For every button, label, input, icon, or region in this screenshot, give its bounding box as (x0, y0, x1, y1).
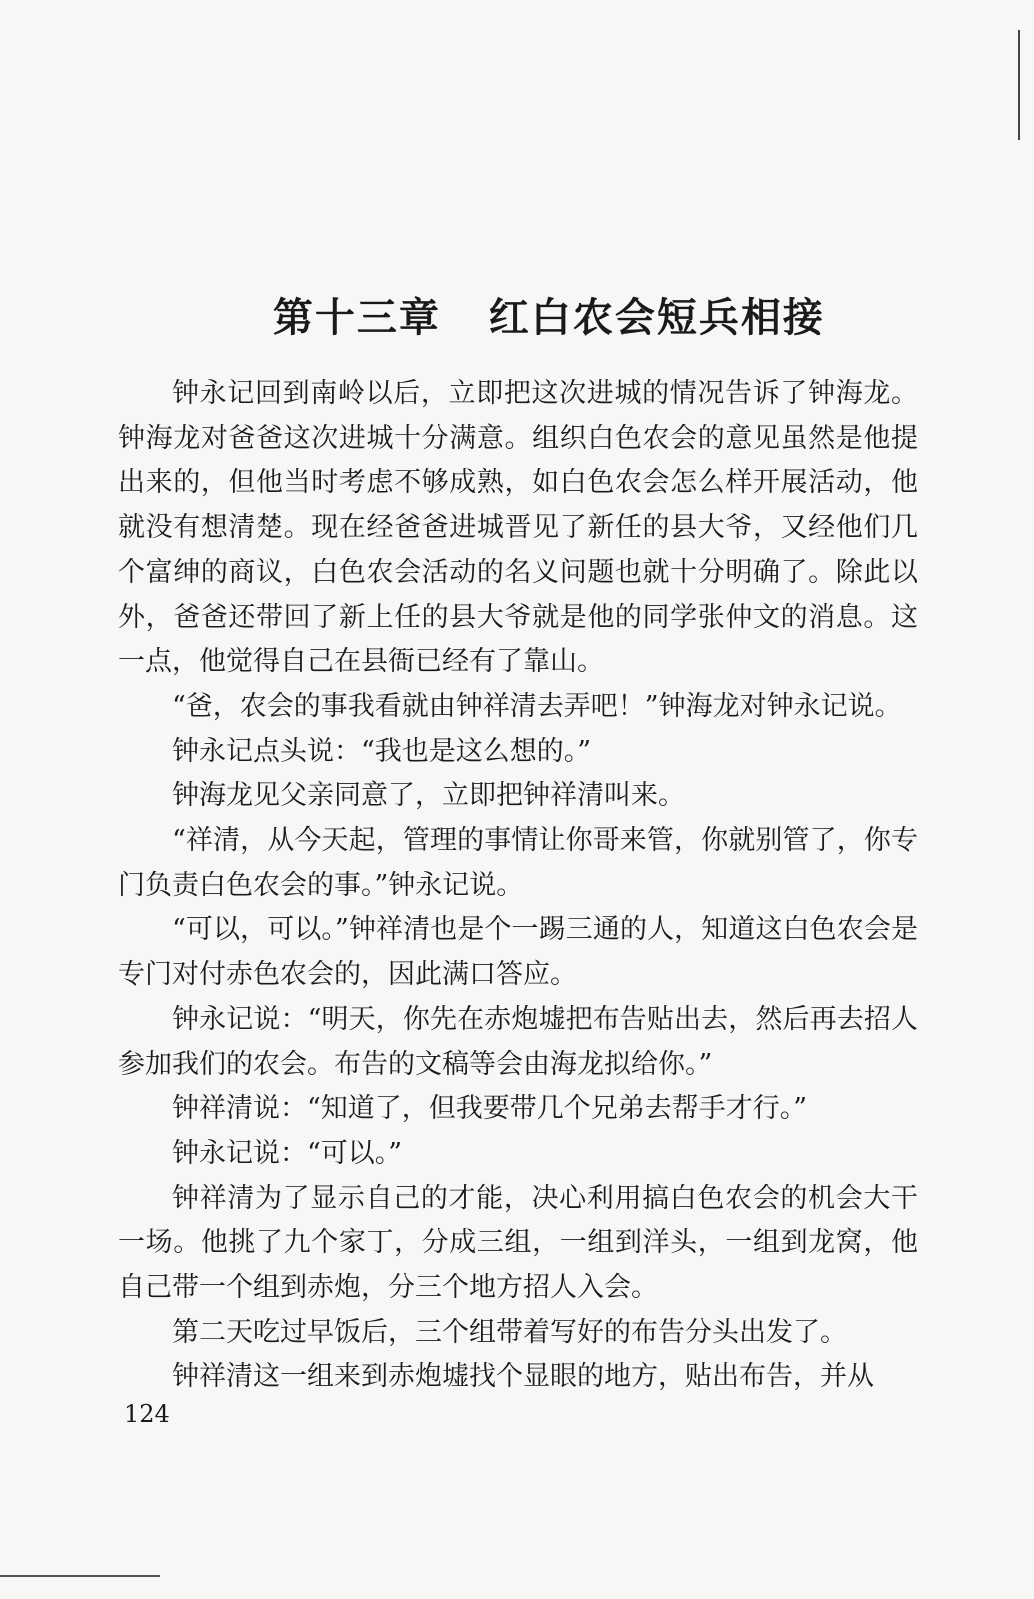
chapter-heading (0, 240, 1034, 389)
paragraph: 钟祥清这一组来到赤炮墟找个显眼的地方，贴出布告，并从 (172, 1361, 874, 1393)
body-text (118, 372, 918, 1400)
paragraph: “祥清，从今天起，管理的事情让你哥来管，你就别管了，你专门负责白色农会的事。”钟永记说。 (118, 825, 918, 901)
page-number: 124 (124, 1400, 170, 1428)
paragraph: 钟永记点头说：“我也是这么想的。” (172, 735, 592, 767)
scan-edge-line (0, 1575, 160, 1577)
paragraph: 钟永记回到南岭以后，立即把这次进城的情况告诉了钟海龙。钟海龙对爸爸这次进城十分满意。组织白色农会的意见虽然是他提出来的，但他当时考虑不够成熟，如白色农会怎么样开展活动，他就没有想清楚。现在经爸爸进城晋见了新任的县大爷，又经他们几个富绅的商议，白色农会活动的名义问题也就十分明确了。除此以外，爸爸还带回了新上任的县大爷就是他的同学张仲文的消息。这一点，他觉得自己在县衙已经有了靠山。 (118, 378, 918, 678)
paragraph: 钟祥清说：“知道了，但我要带几个兄弟去帮手才行。” (172, 1093, 808, 1125)
paragraph: 钟永记说：“明天，你先在赤炮墟把布告贴出去，然后再去招人参加我们的农会。布告的文稿等会由海龙拟给你。” (118, 1003, 918, 1080)
paragraph: 钟祥清为了显示自己的才能，决心利用搞白色农会的机会大干一场。他挑了九个家丁，分成三组，一组到洋头，一组到龙窝，他自己带一个组到赤炮，分三个地方招人入会。 (118, 1182, 918, 1304)
paragraph: 钟海龙见父亲同意了，立即把钟祥清叫来。 (172, 780, 685, 812)
paragraph: 钟永记说：“可以。” (172, 1137, 403, 1169)
paragraph: 第二天吃过早饭后，三个组带着写好的布告分头出发了。 (172, 1316, 847, 1348)
chapter-number: 第十三章 (272, 295, 441, 341)
chapter-title: 红白农会短兵相接 (488, 295, 825, 341)
paragraph: “爸，农会的事我看就由钟祥清去弄吧！”钟海龙对钟永记说。 (172, 690, 902, 722)
scan-edge-line (1018, 30, 1020, 140)
paragraph: “可以，可以。”钟祥清也是个一踢三通的人，知道这白色农会是专门对付赤色农会的，因此满口答应。 (118, 914, 918, 991)
